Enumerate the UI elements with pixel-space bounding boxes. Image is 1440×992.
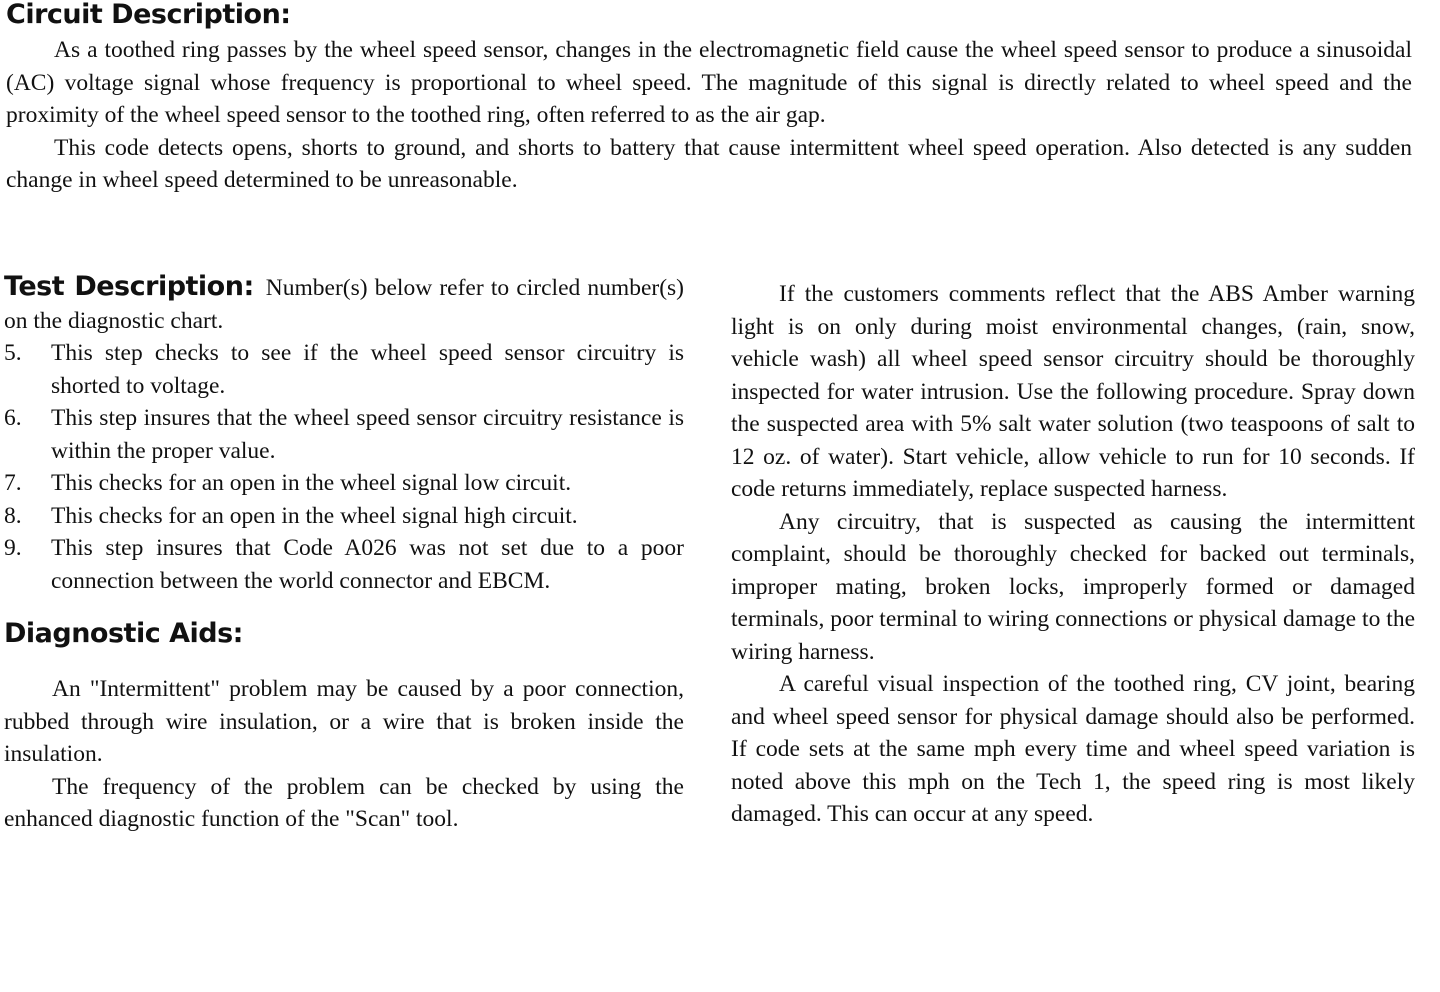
list-item — [4, 532, 684, 597]
step-text: This step insures that the wheel speed sensor circuitry resistance is within the proper value. — [51, 405, 684, 464]
step-number: 9. — [4, 535, 22, 561]
circuit-paragraph: As a toothed ring passes by the wheel speed sensor, changes in the electromagnetic field cause the wheel speed sensor to produce a sinusoidal (AC) voltage signal whose frequency is proportional to wheel speed. The magnitude of this signal is directly related to wheel speed and the proximity of the wheel speed sensor to the toothed ring, often referred to as the air gap. — [6, 37, 1412, 128]
circuit-paragraph: This code detects opens, shorts to ground, and shorts to battery that cause intermittent wheel speed operation. Also detected is any sudden change in wheel speed determined to be unreasonable. — [6, 134, 1412, 193]
list-item — [4, 467, 684, 500]
left-column — [4, 272, 684, 836]
test-description-intro — [4, 272, 684, 337]
circuit-description-heading: Circuit Description: — [6, 0, 291, 30]
diagnostic-aids-heading: Diagnostic Aids: — [4, 618, 243, 649]
step-number: 8. — [4, 502, 22, 529]
test-steps-list — [4, 337, 684, 597]
list-item — [4, 500, 684, 533]
step-text: This step checks to see if the wheel speed sensor circuitry is shorted to voltage. — [51, 340, 684, 399]
step-number: 5. — [4, 340, 22, 366]
circuit-description-section — [6, 0, 1412, 197]
step-text: This checks for an open in the wheel signal low circuit. — [51, 470, 572, 496]
test-description-heading: Test Description: — [4, 271, 254, 302]
diagnostic-paragraph: A careful visual inspection of the toothed ring, CV joint, bearing and wheel speed sensor for physical damage should also be performed. If code sets at the same mph every time and wheel speed variation is noted above this mph on the Tech 1, the speed ring is most likely damaged. This can occur at any speed. — [731, 671, 1415, 827]
step-text: This checks for an open in the wheel signal high circuit. — [51, 502, 578, 529]
step-number: 6. — [4, 405, 22, 431]
list-item — [4, 402, 684, 467]
diagnostic-paragraph: Any circuitry, that is suspected as causing the intermittent complaint, should be thoroughly checked for backed out terminals, improper mating, broken locks, improperly formed or damaged terminals, poor terminal to wiring connections or physical damage to the wiring harness. — [731, 508, 1415, 665]
diagnostic-paragraph: The frequency of the problem can be checked by using the enhanced diagnostic function of the "Scan" tool. — [4, 773, 684, 832]
diagnostic-paragraph: An "Intermittent" problem may be caused by a poor connection, rubbed through wire insulation, or a wire that is broken inside the insulation. — [4, 676, 684, 767]
list-item — [4, 337, 684, 402]
diagnostic-paragraph: If the customers comments reflect that the ABS Amber warning light is on only during moist environmental changes, (rain, snow, vehicle wash) all wheel speed sensor circuitry should be thoroughly inspected for water intrusion. Use the following procedure. Spray down the suspected area with 5% salt water solution (two teaspoons of salt to 12 oz. of water). Start vehicle, allow vehicle to run for 10 seconds. If code returns immediately, replace suspected harness. — [731, 281, 1415, 502]
right-column — [731, 278, 1415, 831]
step-number: 7. — [4, 470, 22, 496]
test-description-intro-text: Number(s) below refer to circled number(s) on the diagnostic chart. — [4, 275, 685, 334]
step-text: This step insures that Code A026 was not set due to a poor connection between the world connector and EBCM. — [51, 535, 684, 594]
